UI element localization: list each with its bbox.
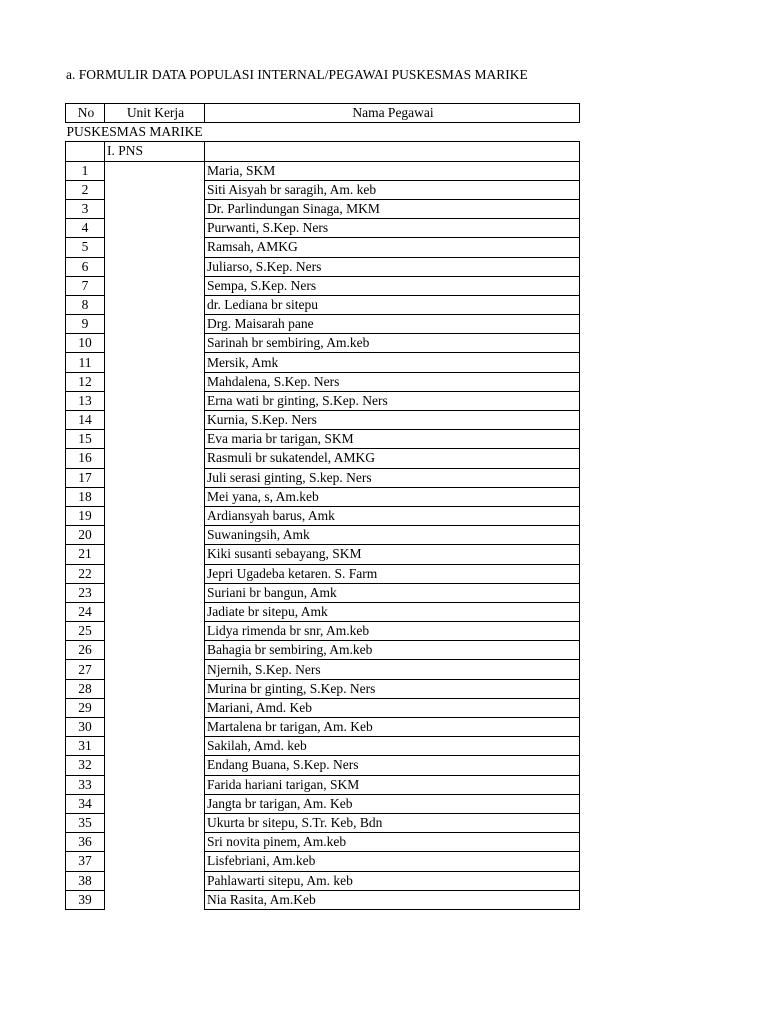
row-unit-kerja	[105, 315, 205, 334]
table-row	[66, 372, 580, 391]
row-nama-pegawai: Murina br ginting, S.Kep. Ners	[205, 679, 580, 698]
row-nama-pegawai: Sempa, S.Kep. Ners	[205, 276, 580, 295]
row-unit-kerja	[105, 430, 205, 449]
row-nama-pegawai: Endang Buana, S.Kep. Ners	[205, 756, 580, 775]
table-row	[66, 487, 580, 506]
table-row	[66, 679, 580, 698]
table-row	[66, 813, 580, 832]
row-unit-kerja	[105, 468, 205, 487]
table-row	[66, 219, 580, 238]
group-row	[66, 142, 580, 161]
row-number: 6	[66, 257, 105, 276]
table-row	[66, 564, 580, 583]
row-number: 31	[66, 737, 105, 756]
row-number: 36	[66, 833, 105, 852]
row-number: 19	[66, 506, 105, 525]
row-unit-kerja	[105, 833, 205, 852]
table-row	[66, 238, 580, 257]
row-number: 16	[66, 449, 105, 468]
table-row	[66, 295, 580, 314]
row-number: 7	[66, 276, 105, 295]
header-nama-pegawai: Nama Pegawai	[205, 104, 580, 123]
form-title: a. FORMULIR DATA POPULASI INTERNAL/PEGAWAI PUSKESMAS MARIKE	[66, 67, 528, 82]
row-number: 23	[66, 583, 105, 602]
table-row	[66, 257, 580, 276]
row-nama-pegawai: Ramsah, AMKG	[205, 238, 580, 257]
header-no: No	[66, 104, 105, 123]
row-nama-pegawai: Jepri Ugadeba ketaren. S. Farm	[205, 564, 580, 583]
table-row	[66, 794, 580, 813]
row-unit-kerja	[105, 449, 205, 468]
row-number: 3	[66, 199, 105, 218]
row-unit-kerja	[105, 737, 205, 756]
row-number: 4	[66, 219, 105, 238]
row-nama-pegawai: Lisfebriani, Am.keb	[205, 852, 580, 871]
table-row	[66, 698, 580, 717]
group-no-cell	[66, 142, 105, 161]
row-number: 18	[66, 487, 105, 506]
row-nama-pegawai: Eva maria br tarigan, SKM	[205, 430, 580, 449]
row-nama-pegawai: Mersik, Amk	[205, 353, 580, 372]
row-nama-pegawai: Suriani br bangun, Amk	[205, 583, 580, 602]
row-nama-pegawai: Ardiansyah barus, Amk	[205, 506, 580, 525]
row-number: 15	[66, 430, 105, 449]
row-nama-pegawai: Erna wati br ginting, S.Kep. Ners	[205, 391, 580, 410]
row-unit-kerja	[105, 775, 205, 794]
table-row	[66, 660, 580, 679]
row-unit-kerja	[105, 641, 205, 660]
row-nama-pegawai: Nia Rasita, Am.Keb	[205, 890, 580, 909]
row-nama-pegawai: Purwanti, S.Kep. Ners	[205, 219, 580, 238]
row-unit-kerja	[105, 756, 205, 775]
section-row	[66, 123, 580, 142]
row-unit-kerja	[105, 506, 205, 525]
row-number: 9	[66, 315, 105, 334]
row-nama-pegawai: Suwaningsih, Amk	[205, 526, 580, 545]
row-number: 5	[66, 238, 105, 257]
row-unit-kerja	[105, 794, 205, 813]
row-unit-kerja	[105, 257, 205, 276]
row-nama-pegawai: Juli serasi ginting, S.kep. Ners	[205, 468, 580, 487]
row-unit-kerja	[105, 353, 205, 372]
row-nama-pegawai: Kiki susanti sebayang, SKM	[205, 545, 580, 564]
row-nama-pegawai: Maria, SKM	[205, 161, 580, 180]
row-nama-pegawai: Njernih, S.Kep. Ners	[205, 660, 580, 679]
row-unit-kerja	[105, 391, 205, 410]
row-unit-kerja	[105, 602, 205, 621]
table-row	[66, 199, 580, 218]
row-nama-pegawai: Ukurta br sitepu, S.Tr. Keb, Bdn	[205, 813, 580, 832]
row-unit-kerja	[105, 334, 205, 353]
row-nama-pegawai: Mei yana, s, Am.keb	[205, 487, 580, 506]
row-number: 39	[66, 890, 105, 909]
section-label: PUSKESMAS MARIKE	[66, 124, 203, 140]
row-nama-pegawai: Jangta br tarigan, Am. Keb	[205, 794, 580, 813]
row-unit-kerja	[105, 276, 205, 295]
row-number: 34	[66, 794, 105, 813]
table-row	[66, 602, 580, 621]
table-row	[66, 449, 580, 468]
row-number: 35	[66, 813, 105, 832]
table-row	[66, 641, 580, 660]
row-number: 8	[66, 295, 105, 314]
row-unit-kerja	[105, 564, 205, 583]
employee-table	[65, 103, 580, 910]
table-row	[66, 890, 580, 909]
row-unit-kerja	[105, 890, 205, 909]
row-unit-kerja	[105, 813, 205, 832]
row-nama-pegawai: Sakilah, Amd. keb	[205, 737, 580, 756]
row-nama-pegawai: Mahdalena, S.Kep. Ners	[205, 372, 580, 391]
table-row	[66, 353, 580, 372]
row-number: 37	[66, 852, 105, 871]
table-row	[66, 833, 580, 852]
row-number: 28	[66, 679, 105, 698]
header-unit-kerja: Unit Kerja	[105, 104, 205, 123]
row-nama-pegawai: Jadiate br sitepu, Amk	[205, 602, 580, 621]
row-number: 25	[66, 622, 105, 641]
row-nama-pegawai: dr. Lediana br sitepu	[205, 295, 580, 314]
row-nama-pegawai: Drg. Maisarah pane	[205, 315, 580, 334]
row-nama-pegawai: Lidya rimenda br snr, Am.keb	[205, 622, 580, 641]
row-number: 33	[66, 775, 105, 794]
group-name-cell	[205, 142, 580, 161]
group-label: I. PNS	[105, 142, 205, 161]
table-row	[66, 315, 580, 334]
row-number: 30	[66, 718, 105, 737]
row-unit-kerja	[105, 219, 205, 238]
row-nama-pegawai: Sri novita pinem, Am.keb	[205, 833, 580, 852]
row-unit-kerja	[105, 871, 205, 890]
row-nama-pegawai: Kurnia, S.Kep. Ners	[205, 411, 580, 430]
table-row	[66, 411, 580, 430]
row-number: 32	[66, 756, 105, 775]
row-unit-kerja	[105, 199, 205, 218]
row-number: 22	[66, 564, 105, 583]
table-row	[66, 622, 580, 641]
row-nama-pegawai: Pahlawarti sitepu, Am. keb	[205, 871, 580, 890]
row-number: 21	[66, 545, 105, 564]
row-unit-kerja	[105, 487, 205, 506]
table-row	[66, 545, 580, 564]
table-row	[66, 180, 580, 199]
row-nama-pegawai: Farida hariani tarigan, SKM	[205, 775, 580, 794]
row-number: 11	[66, 353, 105, 372]
row-nama-pegawai: Bahagia br sembiring, Am.keb	[205, 641, 580, 660]
row-number: 12	[66, 372, 105, 391]
section-spacer	[205, 123, 580, 142]
table-row	[66, 161, 580, 180]
table-row	[66, 871, 580, 890]
row-number: 24	[66, 602, 105, 621]
row-unit-kerja	[105, 411, 205, 430]
table-row	[66, 526, 580, 545]
row-nama-pegawai: Martalena br tarigan, Am. Keb	[205, 718, 580, 737]
row-nama-pegawai: Siti Aisyah br saragih, Am. keb	[205, 180, 580, 199]
row-unit-kerja	[105, 679, 205, 698]
row-nama-pegawai: Dr. Parlindungan Sinaga, MKM	[205, 199, 580, 218]
table-row	[66, 334, 580, 353]
row-number: 13	[66, 391, 105, 410]
row-nama-pegawai: Rasmuli br sukatendel, AMKG	[205, 449, 580, 468]
table-row	[66, 737, 580, 756]
table-row	[66, 391, 580, 410]
header-row	[66, 104, 580, 123]
row-unit-kerja	[105, 698, 205, 717]
table-row	[66, 276, 580, 295]
table-row	[66, 468, 580, 487]
row-unit-kerja	[105, 295, 205, 314]
table-row	[66, 756, 580, 775]
row-unit-kerja	[105, 238, 205, 257]
row-unit-kerja	[105, 718, 205, 737]
table-row	[66, 583, 580, 602]
row-number: 17	[66, 468, 105, 487]
row-number: 2	[66, 180, 105, 199]
row-number: 27	[66, 660, 105, 679]
row-number: 10	[66, 334, 105, 353]
table-row	[66, 852, 580, 871]
row-unit-kerja	[105, 660, 205, 679]
table-row	[66, 430, 580, 449]
row-unit-kerja	[105, 545, 205, 564]
row-unit-kerja	[105, 180, 205, 199]
row-nama-pegawai: Juliarso, S.Kep. Ners	[205, 257, 580, 276]
table-row	[66, 775, 580, 794]
row-number: 14	[66, 411, 105, 430]
row-number: 38	[66, 871, 105, 890]
row-unit-kerja	[105, 852, 205, 871]
row-number: 26	[66, 641, 105, 660]
row-number: 20	[66, 526, 105, 545]
row-nama-pegawai: Sarinah br sembiring, Am.keb	[205, 334, 580, 353]
row-nama-pegawai: Mariani, Amd. Keb	[205, 698, 580, 717]
row-unit-kerja	[105, 161, 205, 180]
row-unit-kerja	[105, 372, 205, 391]
row-number: 29	[66, 698, 105, 717]
row-number: 1	[66, 161, 105, 180]
row-unit-kerja	[105, 622, 205, 641]
table-row	[66, 506, 580, 525]
table-row	[66, 718, 580, 737]
row-unit-kerja	[105, 583, 205, 602]
row-unit-kerja	[105, 526, 205, 545]
